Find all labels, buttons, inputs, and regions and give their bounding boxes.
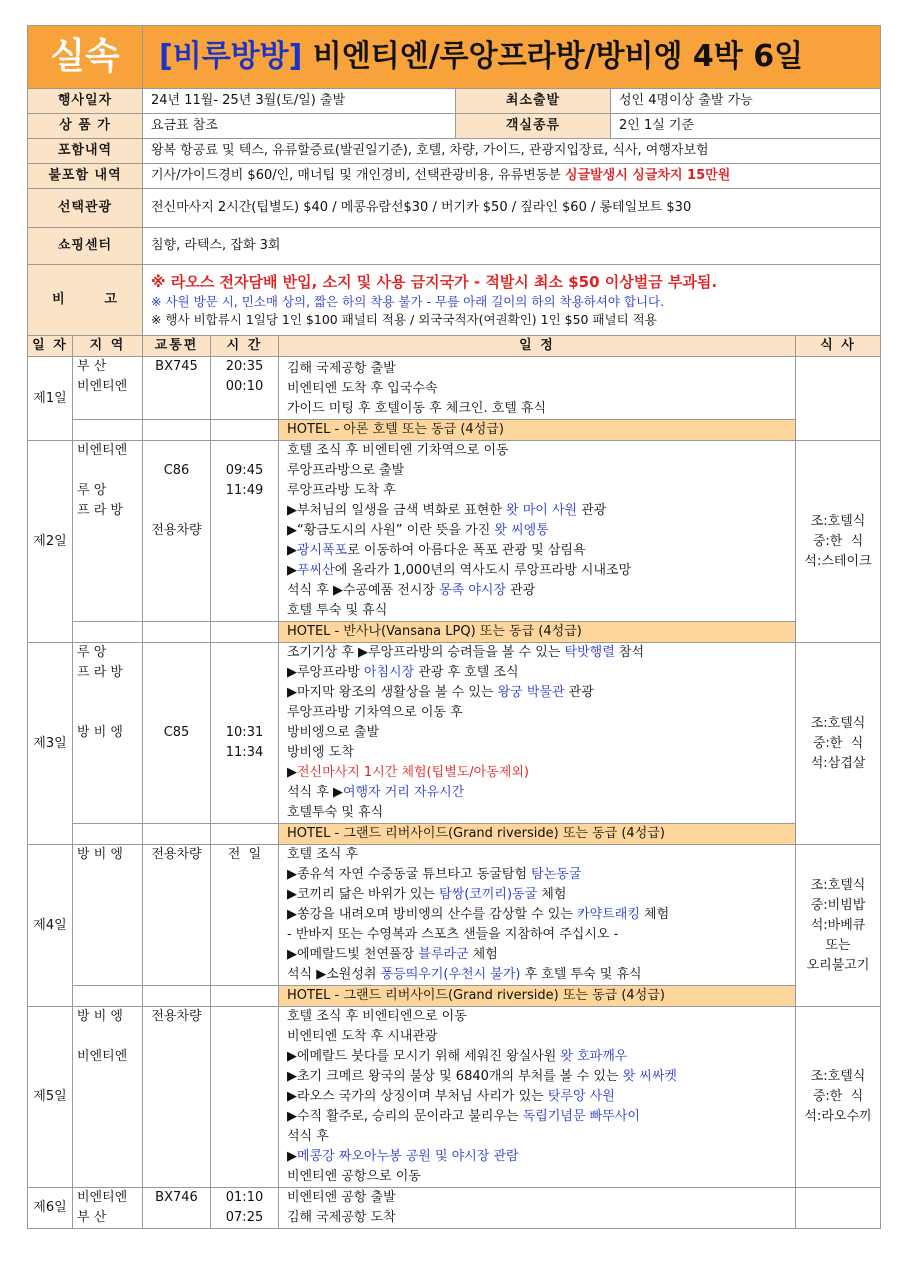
single-charge: 싱글발생시 싱글차지 15만원 — [564, 168, 731, 183]
header-day: 일 자 — [28, 336, 73, 357]
day-time — [211, 441, 279, 622]
day-row — [28, 1188, 881, 1229]
schedule-line: 석식 후 — [287, 1129, 329, 1144]
schedule-line: ▶메콩강 짜오아누봉 공원 및 야시장 관람 — [287, 1149, 519, 1164]
itinerary-document — [27, 25, 880, 1229]
excluded-label: 불포함 내역 — [28, 164, 143, 189]
region-line: 루 앙 — [77, 645, 107, 660]
day-schedule — [279, 441, 796, 622]
shopping-label: 쇼핑센터 — [28, 228, 143, 265]
remarks-value — [143, 265, 881, 336]
header-schedule: 일 정 — [279, 336, 796, 357]
transport-line: 전용차량 — [151, 523, 202, 538]
day-label: 제3일 — [28, 643, 73, 845]
schedule-line: 방비엥 도착 — [287, 745, 354, 760]
remark-dress: ※ 사원 방문 시, 민소매 상의, 짧은 하의 착용 불가 - 무릎 아래 길이의 하의 착용하셔야 합니다. — [151, 294, 665, 309]
schedule-line: ▶광시폭포로 이동하여 아름다운 폭포 관광 및 삼림욕 — [287, 543, 586, 558]
day-transport: 전용차량 — [143, 1007, 211, 1188]
page-title — [143, 26, 881, 89]
day-label: 제1일 — [28, 357, 73, 441]
remark-ecig: ※ 라오스 전자담배 반입, 소지 및 사용 금지국가 - 적발시 최소 $50 이상벌금 부과됨. — [151, 273, 718, 291]
schedule-line: ▶“황금도시의 사원” 이란 뜻을 가진 왓 씨엥통 — [287, 523, 549, 538]
schedule-line: 김해 국제공항 출발 — [287, 361, 396, 376]
schedule-line: ▶코끼리 닮은 바위가 있는 탐쌍(코끼리)동굴 체험 — [287, 887, 567, 902]
day-label: 제2일 — [28, 441, 73, 643]
day-transport: BX746 — [143, 1188, 211, 1229]
schedule-line: 비엔티엔 도착 후 시내관광 — [287, 1029, 438, 1044]
schedule-line: ▶쏭강을 내려오며 방비엥의 산수를 감상할 수 있는 카약트래킹 체험 — [287, 907, 670, 922]
room-label: 객실종류 — [456, 114, 611, 139]
schedule-line: ▶수직 활주로, 승리의 문이라고 불리우는 독립기념문 빠뚜사이 — [287, 1109, 640, 1124]
title-tag: [비루방방] — [159, 39, 303, 74]
product-grade: 실속 — [28, 26, 143, 89]
min-label: 최소출발 — [456, 89, 611, 114]
region-line: 비엔티엔 — [77, 443, 128, 458]
schedule-line: 비엔티엔 공항으로 이동 — [287, 1169, 421, 1184]
day-schedule — [279, 643, 796, 824]
day-region: 방 비 엥 — [73, 845, 143, 986]
price-value: 요금표 참조 — [143, 114, 456, 139]
schedule-line: 루앙프라방 기차역으로 이동 후 — [287, 705, 463, 720]
day-region — [73, 643, 143, 824]
day-schedule — [279, 845, 796, 986]
included-value: 왕복 항공료 및 텍스, 유류할증료(발권일기준), 호텔, 차량, 가이드, 관광지입장료, 식사, 여행자보험 — [143, 139, 881, 164]
header-region: 지 역 — [73, 336, 143, 357]
schedule-line: ▶푸씨산에 올라가 1,000년의 역사도시 루앙프라방 시내조망 — [287, 563, 632, 578]
transport-line: C86 — [163, 463, 190, 478]
hotel-line: HOTEL - 그랜드 리버사이드(Grand riverside) 또는 동급 (4성급) — [279, 986, 796, 1007]
day-meal: 조:호텔식 중:한 식 석:삼겹살 — [796, 643, 881, 845]
day-time — [211, 357, 279, 420]
day-row — [28, 357, 881, 420]
schedule-line: 비엔티엔 공항 출발 — [287, 1190, 396, 1205]
header-transport: 교통편 — [143, 336, 211, 357]
schedule-line: ▶부처님의 일생을 금색 벽화로 표현한 왓 마이 사원 관광 — [287, 503, 607, 518]
day-meal: 조:호텔식 중:한 식 석:스테이크 — [796, 441, 881, 643]
region-line: 프 라 방 — [77, 503, 123, 518]
schedule-line: ▶라오스 국가의 상징이며 부처님 사리가 있는 탓루앙 사원 — [287, 1089, 615, 1104]
price-label: 상 품 가 — [28, 114, 143, 139]
schedule-line: 조기기상 후 ▶루앙프라방의 승려들을 볼 수 있는 탁밧행렬 참석 — [287, 645, 645, 660]
schedule-line: ▶에메랄드 붓다를 모시기 위해 세워진 왕실사원 왓 호파깨우 — [287, 1049, 628, 1064]
schedule-line: 호텔투숙 및 휴식 — [287, 805, 384, 820]
schedule-line: 가이드 미팅 후 호텔이동 후 체크인. 호텔 휴식 — [287, 401, 547, 416]
region-line: 부 산 — [77, 359, 107, 374]
schedule-line: 호텔 투숙 및 휴식 — [287, 603, 388, 618]
day-transport — [143, 441, 211, 622]
time-line: 11:34 — [225, 745, 264, 760]
day-label: 제6일 — [28, 1188, 73, 1229]
schedule-line: 비엔티엔 도착 후 입국수속 — [287, 381, 438, 396]
region-line: 비엔티엔 — [77, 1190, 128, 1205]
schedule-line: ▶종유석 자연 수중동굴 튜브타고 동굴탐험 탐논동굴 — [287, 867, 582, 882]
time-line: 20:35 — [225, 359, 264, 374]
day-meal: 조:호텔식 중:비빔밥 석:바베큐 또는 오리불고기 — [796, 845, 881, 1007]
excluded-value — [143, 164, 881, 189]
region-line: 루 앙 — [77, 483, 107, 498]
region-line: 방 비 엥 — [77, 725, 123, 740]
day-transport: 전용차량 — [143, 845, 211, 986]
day-time — [211, 643, 279, 824]
day-label: 제4일 — [28, 845, 73, 1007]
schedule-line: ▶전신마사지 1시간 체험(팁별도/아동제외) — [287, 765, 529, 780]
day-row — [28, 1007, 881, 1188]
day-schedule — [279, 357, 796, 420]
included-label: 포함내역 — [28, 139, 143, 164]
time-line: 10:31 — [225, 725, 264, 740]
day-row — [28, 845, 881, 986]
optional-label: 선택관광 — [28, 189, 143, 228]
schedule-line: 루앙프라방 도착 후 — [287, 483, 396, 498]
day-row — [28, 441, 881, 622]
title-main: 비엔티엔/루앙프라방/방비엥 4박 6일 — [302, 39, 804, 74]
day-schedule — [279, 1188, 796, 1229]
excluded-text: 기사/가이드경비 $60/인, 매너팁 및 개인경비, 선택관광비용, 유류변동분 — [151, 168, 565, 183]
schedule-line: ▶초기 크메르 왕국의 불상 및 6840개의 부처를 볼 수 있는 왓 씨싸켓 — [287, 1069, 677, 1084]
time-line: 09:45 — [225, 463, 264, 478]
day-meal — [796, 357, 881, 441]
header-time: 시 간 — [211, 336, 279, 357]
schedule-line: 호텔 조식 후 비엔티엔 기차역으로 이동 — [287, 443, 509, 458]
schedule-line: 김해 국제공항 도착 — [287, 1210, 396, 1225]
day-time — [211, 1188, 279, 1229]
day-label: 제5일 — [28, 1007, 73, 1188]
schedule-line: 호텔 조식 후 — [287, 847, 359, 862]
day-region — [73, 1007, 143, 1188]
day-schedule — [279, 1007, 796, 1188]
schedule-line: - 반바지 또는 수영복과 스포츠 샌들을 지참하여 주십시오 - — [287, 927, 619, 942]
transport-line: C85 — [163, 725, 190, 740]
itinerary-table — [27, 25, 881, 1229]
schedule-line: ▶마지막 왕조의 생활상을 볼 수 있는 왕궁 박물관 관광 — [287, 685, 594, 700]
day-meal: 조:호텔식 중:한 식 석:라오수끼 — [796, 1007, 881, 1188]
date-value: 24년 11월- 25년 3월(토/일) 출발 — [143, 89, 456, 114]
shopping-value: 침향, 라텍스, 잡화 3회 — [143, 228, 881, 265]
date-label: 행사일자 — [28, 89, 143, 114]
day-region — [73, 357, 143, 420]
time-line: 00:10 — [225, 379, 264, 394]
day-time — [211, 1007, 279, 1188]
time-line: 11:49 — [225, 483, 264, 498]
schedule-line: 석식 후 ▶여행자 거리 자유시간 — [287, 785, 465, 800]
region-line: 비엔티엔 — [77, 379, 128, 394]
schedule-line: 방비엥으로 출발 — [287, 725, 380, 740]
schedule-line: ▶에메랄드빛 천연풀장 블루라군 체험 — [287, 947, 498, 962]
remark-penalty: ※ 행사 비합류시 1일당 1인 $100 패널티 적용 / 외국국적자(여권확인) 1인 $50 패널티 적용 — [151, 312, 657, 327]
schedule-line: 루앙프라방으로 출발 — [287, 463, 405, 478]
day-row — [28, 643, 881, 824]
day-transport: BX745 — [143, 357, 211, 420]
region-line: 부 산 — [77, 1210, 107, 1225]
day-region — [73, 441, 143, 622]
region-line: 방 비 엥 — [77, 1009, 123, 1024]
remarks-label: 비 고 — [28, 265, 143, 336]
day-transport — [143, 643, 211, 824]
optional-value: 전신마사지 2시간(팁별도) $40 / 메콩유람선$30 / 버기카 $50 / 짚라인 $60 / 롱테일보트 $30 — [143, 189, 881, 228]
min-value: 성인 4명이상 출발 가능 — [611, 89, 881, 114]
day-meal — [796, 1188, 881, 1229]
region-line: 비엔티엔 — [77, 1049, 128, 1064]
time-line: 01:10 — [225, 1190, 264, 1205]
schedule-line: 석식 후 ▶수공예품 전시장 몽족 야시장 관광 — [287, 583, 536, 598]
day-region — [73, 1188, 143, 1229]
schedule-line: ▶루앙프라방 아침시장 관광 후 호텔 조식 — [287, 665, 519, 680]
hotel-line: HOTEL - 반사나(Vansana LPQ) 또는 동급 (4성급) — [279, 622, 796, 643]
schedule-line: 석식 ▶소원성취 풍등띄우기(우천시 불가) 후 호텔 투숙 및 휴식 — [287, 967, 642, 982]
day-time: 전 일 — [211, 845, 279, 986]
hotel-line: HOTEL - 아론 호텔 또는 동급 (4성급) — [279, 420, 796, 441]
region-line: 프 라 방 — [77, 665, 123, 680]
hotel-line: HOTEL - 그랜드 리버사이드(Grand riverside) 또는 동급 (4성급) — [279, 824, 796, 845]
room-value: 2인 1실 기준 — [611, 114, 881, 139]
header-meal: 식 사 — [796, 336, 881, 357]
schedule-line: 호텔 조식 후 비엔티엔으로 이동 — [287, 1009, 467, 1024]
time-line: 07:25 — [225, 1210, 264, 1225]
